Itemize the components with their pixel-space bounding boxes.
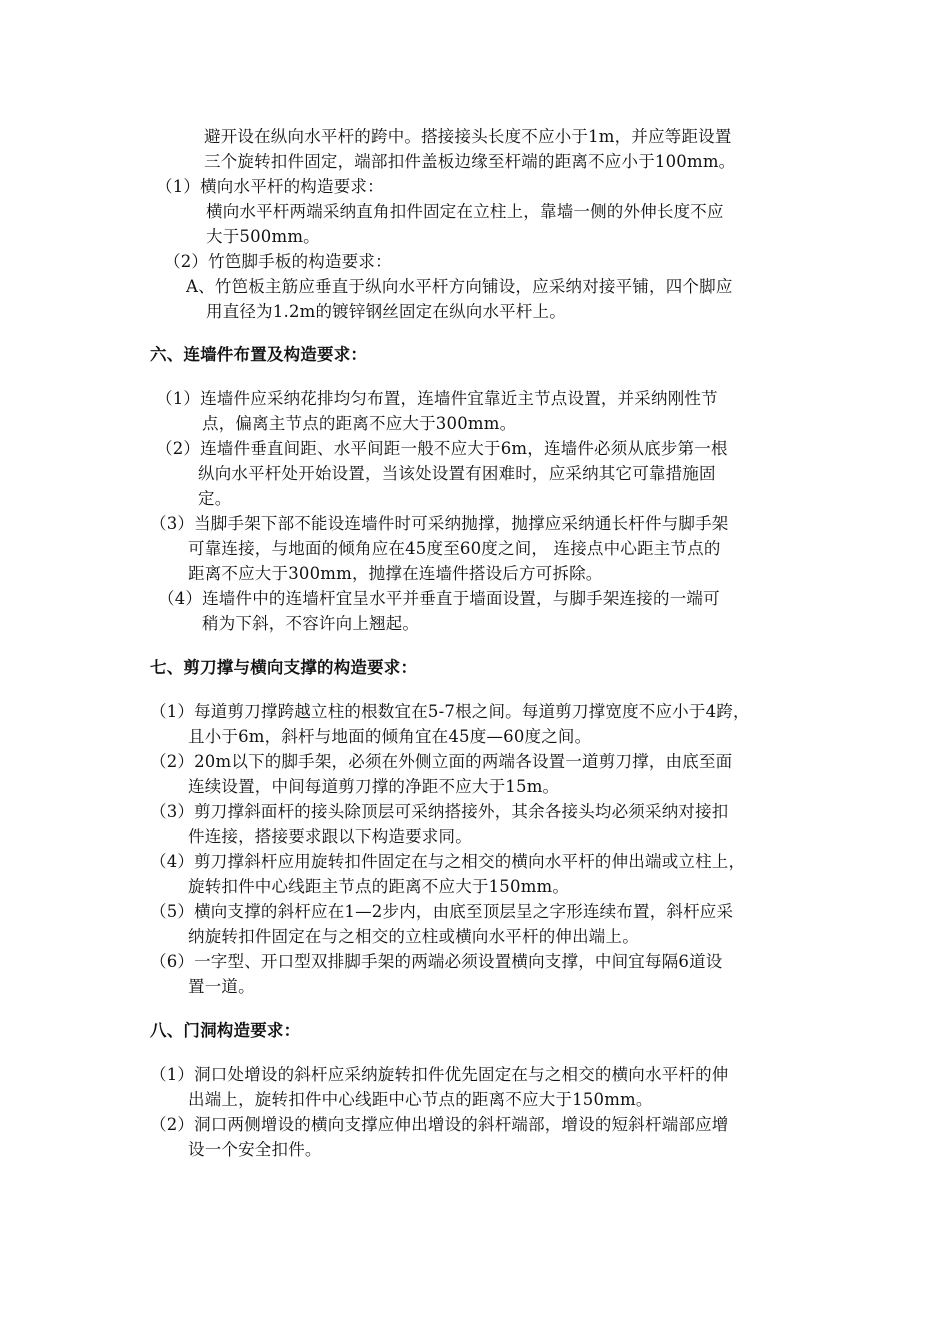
list-item-line: （2）20m以下的脚手架，必须在外侧立面的两端各设置一道剪刀撑，由底至面 <box>150 752 733 771</box>
list-item-line: 件连接，搭接要求跟以下构造要求同。 <box>188 827 472 846</box>
list-item-line: （1）连墙件应采纳花排均匀布置，连墙件宜靠近主节点设置，并采纳刚性节 <box>156 389 718 408</box>
list-item-line: 旋转扣件中心线距主节点的距离不应大于150mm。 <box>188 877 570 896</box>
list-item-line: 出端上，旋转扣件中心线距中心节点的距离不应大于150mm。 <box>188 1090 653 1109</box>
list-item-line: 纳旋转扣件固定在与之相交的立柱或横向水平杆的伸出端上。 <box>188 927 639 946</box>
list-item-line: 点，偏离主节点的距离不应大于300mm。 <box>202 414 517 433</box>
list-item-line: （1）每道剪刀撑跨越立柱的根数宜在5-7根之间。每道剪刀撑宽度不应小于4跨， <box>150 702 750 721</box>
list-item-line: 距离不应大于300mm，抛撑在连墙件搭设后方可拆除。 <box>188 564 603 583</box>
section-heading-8: 八、门洞构造要求： <box>150 1021 301 1040</box>
intro-line-2: 三个旋转扣件固定，端部扣件盖板边缘至杆端的距离不应小于100mm。 <box>204 152 736 171</box>
list-item-line: （3）当脚手架下部不能设连墙件时可采纳抛撑，抛撑应采纳通长杆件与脚手架 <box>150 514 729 533</box>
list-item-line: 置一道。 <box>188 977 255 996</box>
list-item-line: 纵向水平杆处开始设置，当该处设置有困难时，应采纳其它可靠措施固 <box>198 464 716 483</box>
paragraph-line: A、竹笆板主筋应垂直于纵向水平杆方向铺设，应采纳对接平铺，四个脚应 <box>186 277 733 296</box>
list-item-line: 稍为下斜，不容许向上翘起。 <box>202 614 420 633</box>
list-item-line: （2）洞口两侧增设的横向支撑应伸出增设的斜杆端部，增设的短斜杆端部应增 <box>150 1115 729 1134</box>
list-item-line: （1）洞口处增设的斜杆应采纳旋转扣件优先固定在与之相交的横向水平杆的伸 <box>150 1065 729 1084</box>
list-item-line: （4）连墙件中的连墙杆宜呈水平并垂直于墙面设置，与脚手架连接的一端可 <box>158 589 720 608</box>
paragraph-line: 横向水平杆两端采纳直角扣件固定在立柱上，靠墙一侧的外伸长度不应 <box>206 202 724 221</box>
list-item-line: 连续设置，中间每道剪刀撑的净距不应大于15m。 <box>188 777 560 796</box>
list-item-line: （3）剪刀撑斜面杆的接头除顶层可采纳搭接外，其余各接头均必须采纳对接扣 <box>150 802 729 821</box>
list-item-line: （5）横向支撑的斜杆应在1—2步内，由底至顶层呈之字形连续布置，斜杆应采 <box>150 902 734 921</box>
paragraph-line: 用直径为1.2m的镀锌钢丝固定在纵向水平杆上。 <box>206 302 566 321</box>
subsection-title-transverse-bar: （1）横向水平杆的构造要求： <box>156 177 384 196</box>
section-heading-6: 六、连墙件布置及构造要求： <box>150 345 368 364</box>
list-item-line: 可靠连接，与地面的倾角应在45度至60度之间， 连接点中心距主节点的 <box>188 539 721 558</box>
list-item-line: （6）一字型、开口型双排脚手架的两端必须设置横向支撑，中间宜每隔6道设 <box>150 952 723 971</box>
list-item-line: 且小于6m，斜杆与地面的倾角宜在45度—60度之间。 <box>188 727 592 746</box>
list-item-line: （2）连墙件垂直间距、水平间距一般不应大于6m，连墙件必须从底步第一根 <box>156 439 728 458</box>
section-heading-7: 七、剪刀撑与横向支撑的构造要求： <box>150 658 418 677</box>
paragraph-line: 大于500mm。 <box>206 227 320 246</box>
list-item-line: 定。 <box>198 489 232 508</box>
list-item-line: （4）剪刀撑斜杆应用旋转扣件固定在与之相交的横向水平杆的伸出端或立柱上， <box>150 852 746 871</box>
intro-line-1: 避开设在纵向水平杆的跨中。搭接接头长度不应小于1m，并应等距设置 <box>204 127 732 146</box>
subsection-title-bamboo-board: （2）竹笆脚手板的构造要求： <box>164 252 392 271</box>
list-item-line: 设一个安全扣件。 <box>188 1140 322 1159</box>
